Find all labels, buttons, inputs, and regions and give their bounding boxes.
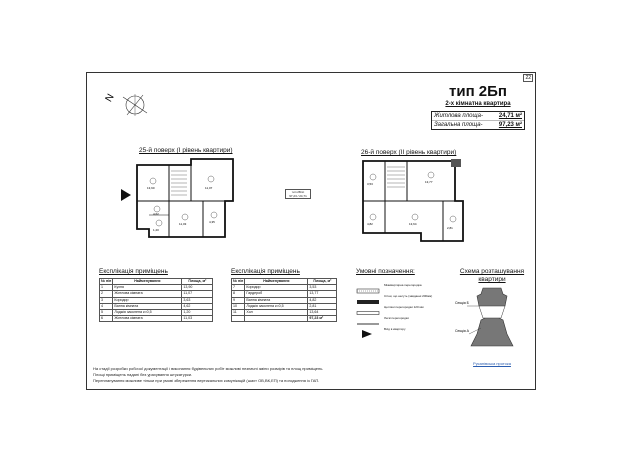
legend-item bbox=[356, 314, 436, 324]
cell: Лоджія засклена к=0,5 bbox=[113, 309, 182, 315]
cell: Хол bbox=[245, 309, 308, 315]
table-row bbox=[100, 316, 213, 322]
room-area: 4,35 bbox=[209, 220, 215, 224]
street-label: Русанівська протока bbox=[473, 361, 511, 366]
room-area: 4,82 bbox=[367, 222, 373, 226]
mid-apartment-tag bbox=[285, 189, 311, 199]
total-area-value: 97,23 м² bbox=[498, 122, 522, 128]
cell: 9 bbox=[232, 297, 245, 303]
light-partition-symbol-icon bbox=[356, 315, 380, 323]
entry-arrow-icon bbox=[356, 326, 380, 334]
title-block bbox=[431, 83, 525, 130]
cell: Житлова кімната bbox=[113, 316, 182, 322]
legend-text: Міжквартирна перегородка bbox=[384, 283, 422, 288]
cell: 3,63 bbox=[182, 297, 213, 303]
legend-text: Стіни, що несуть (завданні 200мм) bbox=[384, 294, 433, 299]
cell: Лоджія засклена к=0,5 bbox=[245, 303, 308, 309]
explication-2-title: Експлікація приміщень bbox=[231, 268, 300, 275]
living-area-value: 24,71 м² bbox=[498, 113, 522, 119]
legend-text: Легкі перегородки bbox=[384, 316, 409, 321]
legend-item bbox=[356, 303, 436, 313]
col-header: Площа, м² bbox=[308, 279, 337, 285]
col-header: № п/п bbox=[233, 279, 244, 284]
legend-item bbox=[356, 292, 436, 302]
drawing-sheet bbox=[86, 72, 536, 390]
total-area-row bbox=[432, 120, 524, 129]
floor25-plan bbox=[119, 157, 239, 248]
cell: Коридор bbox=[245, 285, 308, 291]
cell: 11,07 bbox=[182, 291, 213, 297]
note-line: На стадії розробки робочої документації і виконання будівельних робіт можливі незначні зміни розмірів та площ приміщень. bbox=[93, 366, 324, 371]
cell: 10 bbox=[232, 303, 245, 309]
building-footprint-icon bbox=[455, 284, 529, 354]
cell: Гардероб bbox=[245, 291, 308, 297]
cell: 4 bbox=[100, 303, 113, 309]
brick-partition-symbol-icon bbox=[356, 304, 380, 312]
sheet-number: 22 bbox=[525, 75, 531, 81]
total-area-label: Загальна площа- bbox=[434, 122, 483, 128]
room-area: 13,64 bbox=[409, 222, 417, 226]
cell bbox=[245, 316, 308, 322]
cell: 4,62 bbox=[182, 303, 213, 309]
section-a-label: Секція А bbox=[455, 329, 469, 333]
cell: 1 bbox=[100, 285, 113, 291]
cell: 1,20 bbox=[182, 309, 213, 315]
cell: 2,81 bbox=[308, 303, 337, 309]
col-header: № п/п bbox=[101, 279, 112, 284]
room-area: 13,77 bbox=[425, 180, 433, 184]
room-area: 1,20 bbox=[153, 228, 159, 232]
explication-1-title: Експлікація приміщень bbox=[99, 268, 168, 275]
legend-text: Вхід в квартиру bbox=[384, 327, 406, 332]
north-letter: N bbox=[103, 92, 117, 104]
cell: 13,64 bbox=[308, 309, 337, 315]
cell: Коридор bbox=[113, 297, 182, 303]
explication-table-2 bbox=[231, 268, 337, 322]
cell: 5 bbox=[100, 309, 113, 315]
room-area: 3,53 bbox=[367, 182, 373, 186]
notes bbox=[93, 366, 323, 384]
cell: 13,77 bbox=[308, 291, 337, 297]
cell bbox=[232, 316, 245, 322]
cell: 13,90 bbox=[182, 285, 213, 291]
legend bbox=[356, 268, 436, 336]
cell: 6 bbox=[100, 316, 113, 322]
cell: 7 bbox=[232, 285, 245, 291]
legend-text: Цегляні перегородки 120 мм bbox=[384, 305, 424, 310]
location-scheme bbox=[455, 268, 529, 366]
explication-2-table bbox=[231, 278, 337, 322]
legend-item bbox=[356, 325, 436, 335]
mid-label: тип 2Бпп bbox=[291, 190, 305, 194]
interapartment-wall-symbol-icon bbox=[356, 282, 380, 290]
col-header: Найменування bbox=[113, 279, 182, 285]
col-header: Найменування bbox=[245, 279, 308, 285]
explication-1-table bbox=[99, 278, 213, 322]
legend-item bbox=[356, 281, 436, 291]
cell: 8 bbox=[232, 291, 245, 297]
cell: Ванна кімната bbox=[245, 297, 308, 303]
room-area: 13,90 bbox=[147, 186, 155, 190]
cell: 3,53 bbox=[308, 285, 337, 291]
type-title: тип 2Бп bbox=[449, 83, 507, 100]
scheme-title: Схема розташування квартири bbox=[459, 268, 525, 283]
apartment-subtitle: 2-х кімнатна квартира bbox=[445, 101, 511, 107]
cell: 11,03 bbox=[182, 316, 213, 322]
living-area-label: Житлова площа- bbox=[434, 113, 483, 119]
floor26-plan bbox=[355, 157, 479, 248]
cell: Ванна кімната bbox=[113, 303, 182, 309]
room-area: 4,62 bbox=[153, 212, 159, 216]
area-box bbox=[431, 111, 525, 130]
cell: 4,82 bbox=[308, 297, 337, 303]
col-header: Площа, м² bbox=[182, 279, 213, 285]
bearing-wall-symbol-icon bbox=[356, 293, 380, 301]
total-cell: 97,23 м² bbox=[308, 316, 337, 322]
living-area-row bbox=[432, 112, 524, 120]
room-area: 2,81 bbox=[447, 226, 453, 230]
note-line: Перепланування можливе тільки при умові збереження вертикальних комунікацій (шахт ОВ,ВК,ЕП) та погодження із ГАП. bbox=[93, 378, 320, 383]
table-total-row bbox=[232, 316, 337, 322]
note-line: Площі приміщень надані без урахування штукатурки. bbox=[93, 372, 193, 377]
legend-title: Умовні позначення: bbox=[356, 268, 415, 275]
compass-rose-icon bbox=[101, 87, 149, 124]
explication-table-1 bbox=[99, 268, 213, 322]
cell: Житлова кімната bbox=[113, 291, 182, 297]
room-area: 11,07 bbox=[205, 186, 213, 190]
cell: 11 bbox=[232, 309, 245, 315]
section-b-label: Секція Б bbox=[455, 301, 469, 305]
room-area: 11,03 bbox=[179, 222, 187, 226]
cell: 2 bbox=[100, 291, 113, 297]
cell: 3 bbox=[100, 297, 113, 303]
floor26-label: 26-й поверх (ІІ рівень квартири) bbox=[361, 149, 457, 156]
floor25-label: 25-й поверх (І рівень квартири) bbox=[139, 147, 233, 154]
mid-sub: 97,23 / 24,71 bbox=[289, 194, 307, 198]
cell: Кухня bbox=[113, 285, 182, 291]
